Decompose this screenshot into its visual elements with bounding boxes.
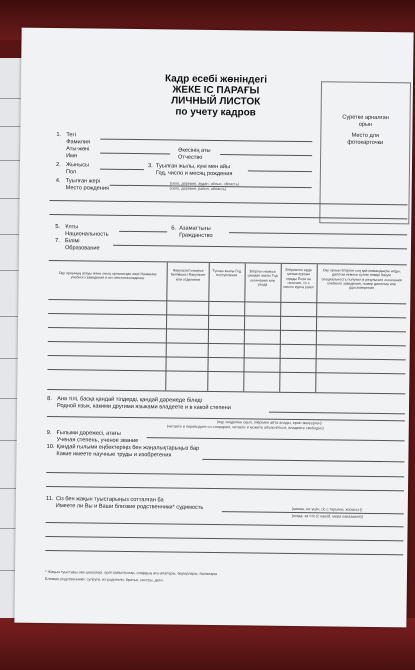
table-header-course-left: Бітірмеген ерде қанша курсын оқыды Если не окончил, то с какого курса ушел bbox=[283, 267, 314, 290]
field-10-number: 10. bbox=[46, 443, 55, 451]
table-header-institution: Оқу орнының атауы және оның орналасқан жері Название учебного заведения и его местонахождение bbox=[58, 271, 157, 281]
photo-label-kz-1: Суретке арналған bbox=[342, 114, 389, 122]
table-header-graduation-year: Бітірген немесе шыққан жылы Год окончания или ухода bbox=[247, 269, 278, 287]
field-8-label-ru: Родной язык, какими другими языками владеете и в какой степени bbox=[56, 403, 231, 412]
gender-line[interactable] bbox=[100, 169, 144, 171]
field-2-label-kz: Жынысы bbox=[65, 162, 90, 169]
photo-label-ru-2: фотокарточки bbox=[347, 139, 384, 147]
field-8-number: 8. bbox=[47, 395, 52, 403]
photo-label-kz-2: орын bbox=[358, 121, 373, 128]
criminal-record-line-4[interactable] bbox=[45, 550, 403, 555]
field-5-label-kz: Ұлты bbox=[65, 224, 79, 231]
field-1-label-ru: Фамилия bbox=[66, 139, 91, 146]
field-2-label-ru: Пол bbox=[65, 169, 77, 176]
field-4-note-kz: (село, деревня, аудан, облыс, область) bbox=[169, 181, 240, 187]
education-table bbox=[47, 260, 407, 394]
name-line[interactable] bbox=[100, 153, 170, 155]
field-7-number: 7. bbox=[55, 238, 60, 245]
field-3-label-ru: Год, число и месяц рождения bbox=[155, 170, 233, 178]
patronymic-label-ru: Отчество bbox=[178, 154, 203, 161]
field-4-label-ru: Место рождения bbox=[65, 185, 110, 192]
education-line[interactable] bbox=[113, 245, 407, 250]
field-4-label-kz: Туылған жері bbox=[65, 178, 100, 185]
criminal-record-line-3[interactable] bbox=[45, 536, 403, 541]
table-header-entry-year: Түскен жылы Год поступления bbox=[212, 268, 242, 278]
field-11-note-ru: (когда, за что (с какой, мера наказания)) bbox=[291, 513, 364, 519]
field-6-label-ru: Гражданство bbox=[179, 232, 213, 239]
surname-line[interactable] bbox=[100, 139, 312, 143]
field-8-note-ru: (читаете и переводите со словарем, читаете и можете объясняться, владеете свободно) bbox=[166, 424, 324, 431]
name-label-ru: Имя bbox=[66, 153, 78, 160]
field-2-number: 2. bbox=[55, 162, 61, 169]
name-label-kz: Аты-жөні bbox=[66, 146, 90, 153]
languages-line[interactable] bbox=[269, 412, 405, 415]
personnel-form-sheet bbox=[14, 28, 413, 628]
birthdate-line[interactable] bbox=[248, 170, 312, 172]
field-1-number: 1. bbox=[56, 132, 62, 139]
table-header-specialty: Оку орнын бітірген соң қай мамандықты алды, диплом немесе куәлік нөмірі Какую специальность получил в результате окончания учебного заведения, номер диплома или удостоверения bbox=[321, 268, 402, 291]
academic-degree-line[interactable] bbox=[147, 437, 405, 441]
field-11-number: 11. bbox=[45, 495, 54, 503]
scientific-works-line[interactable] bbox=[202, 459, 404, 462]
photo-label-ru-1: Место для bbox=[351, 132, 380, 140]
title-ru-line1: ЛИЧНЫЙ ЛИСТОК bbox=[171, 95, 261, 108]
field-10-label-kz: Қандай ғылыми еңбектеріңіз бен жаңалықтарыңыз бар bbox=[56, 444, 200, 452]
field-9-label-ru: Ученая степень, ученое звание bbox=[56, 437, 139, 445]
citizenship-line[interactable] bbox=[229, 232, 407, 235]
field-8-label-kz: Ана тілі, басқа қандай тілдерді, қандай дәрежеде біледі bbox=[57, 396, 202, 404]
field-7-label-kz: Білімі bbox=[65, 238, 80, 245]
field-9-number: 9. bbox=[46, 429, 52, 437]
patronymic-label-kz: Әкесінің аты bbox=[178, 147, 211, 154]
nationality-line[interactable] bbox=[119, 231, 167, 233]
field-6-label-kz: Азаматтығы bbox=[179, 225, 211, 232]
field-5-number: 5. bbox=[55, 224, 61, 231]
scientific-works-line-2[interactable] bbox=[46, 472, 404, 477]
footnote-ru: Близкие родственники: супруги, их родители, братья, сестры, дети bbox=[44, 576, 163, 583]
criminal-record-line-2[interactable] bbox=[46, 522, 404, 527]
field-11-label-ru: Имеете ли Вы и Ваши близкие родственники* судимость bbox=[55, 503, 204, 511]
field-11-label-kz: Сіз бен жақын туыстарыңыз сотталған ба bbox=[55, 496, 164, 504]
title-kz-line1: Кадр есебі жөніндегі bbox=[164, 73, 268, 86]
field-4-number: 4. bbox=[55, 178, 61, 185]
field-1-label-kz: Тегі bbox=[66, 132, 76, 139]
field-5-label-ru: Национальность bbox=[65, 231, 109, 238]
field-10-label-ru: Какие имеете научные труды и изобретения bbox=[56, 451, 172, 459]
field-11-note-kz: (қашан, не үшін, (іс.с.тарымы, жазасы-)) bbox=[291, 506, 363, 512]
scientific-works-line-3[interactable] bbox=[46, 486, 404, 491]
footnote-kz: * Жақын туыстары әке-шешілері, ерлі-зайыптылар, олардың аға-апалары, бауырлары, балалары bbox=[44, 569, 218, 577]
field-9-label-kz: Ғылыми дәрежесі, атағы bbox=[56, 430, 121, 437]
field-4-note-ru: (село, деревня, район, область) bbox=[169, 186, 227, 192]
field-3-number: 3. bbox=[147, 163, 153, 170]
field-6-number: 6. bbox=[171, 225, 177, 232]
patronymic-line[interactable] bbox=[220, 154, 312, 156]
table-header-faculty: Факультеті немесе бөлімшесі Факультет или отделение bbox=[170, 268, 206, 282]
field-7-label-ru: Образование bbox=[64, 245, 100, 252]
title-kz-line2: ЖЕКЕ ІС ПАРАҒЫ bbox=[172, 84, 260, 97]
title-ru-line2: по учету кадров bbox=[175, 106, 256, 119]
field-3-label-kz: Туылған жылы, күні мен айы bbox=[155, 163, 231, 171]
field-8-note-kz: (оқу, сөздікпен оқып, пікірімен айта алады, еркін меңгерген) bbox=[216, 420, 322, 426]
